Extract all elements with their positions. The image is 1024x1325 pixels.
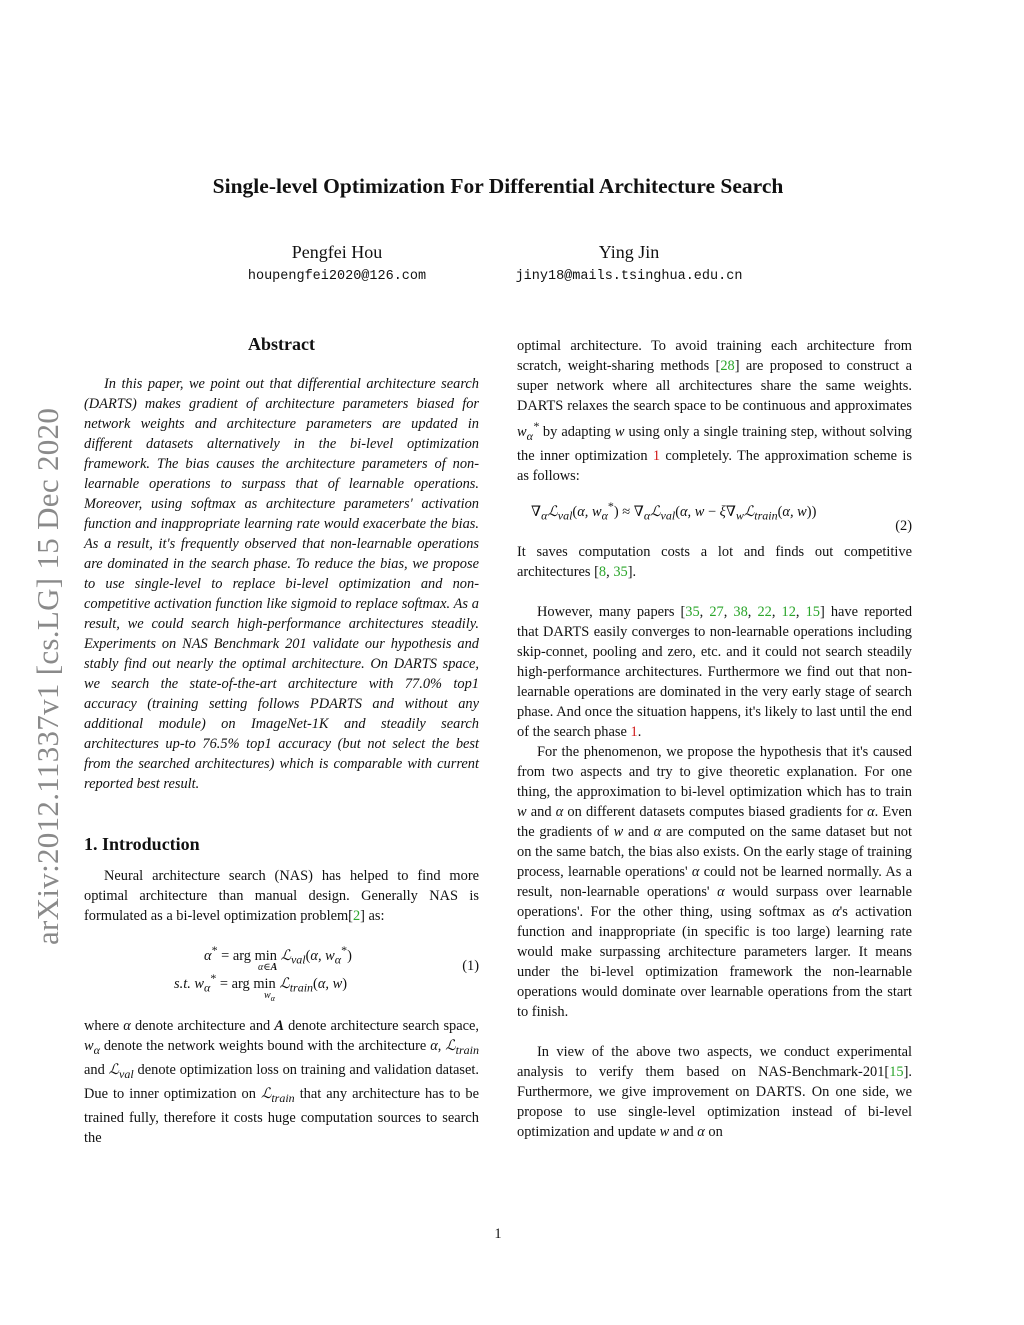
author-block-2: [495, 242, 763, 284]
citation-link[interactable]: 8: [598, 563, 607, 580]
citation-link[interactable]: 38: [733, 603, 748, 620]
citation-link[interactable]: 35: [685, 603, 700, 620]
right-paragraph-5: In view of the above two aspects, we conduct experimental analysis to verify them based on NAS-Benchmark-201[15]. Furthermore, we give improvement on DARTS. On one side, we propose to use single-level optimization instead of bi-level optimization and update w and α on: [517, 1043, 912, 1140]
citation-link[interactable]: 15: [805, 603, 820, 620]
page-number: 1: [494, 1226, 502, 1242]
equation-1-line-1: α* = arg min ℒ$_{val}$(α, $w_\alpha^*$): [204, 943, 352, 967]
paper-title: Single-level Optimization For Differential Architecture Search: [212, 174, 784, 198]
citation-link[interactable]: 2: [352, 908, 361, 924]
equation-reference-link[interactable]: 1: [630, 723, 638, 740]
right-paragraph-3: However, many papers [35, 27, 38, 22, 12, 15] have reported that DARTS easily converges to non-learnable operations including skip-connet, pooling and zero, etc. and it could not search steadily high-performance architectures. Furthermore we find out that non-learnable operations are dominated in the very early stage of search phase. And once the situation happens, it's likely to last until the end of the search phase 1.: [517, 603, 913, 740]
author-email[interactable]: houpengfei2020@126.com: [247, 269, 427, 284]
equation-1-line-2: s.t. $w_\alpha^*$ = arg min ℒ$_{train}$(α, w): [174, 971, 347, 995]
intro-paragraph-1: Neural architecture search (NAS) has helped to find more optimal architecture than manual design. Generally NAS is formulated as a bi-level optimization problem[2] as:: [84, 868, 479, 924]
right-column: [517, 336, 912, 1142]
citation-link[interactable]: 12: [781, 603, 796, 620]
right-paragraph-4: For the phenomenon, we propose the hypothesis that it's caused from two aspects and try to give theoretic explanation. For one thing, the approximation to bi-level optimization which has to train w and α on different datasets computes biased gradients for α. Even the gradients of w and α are computed on the same dataset but not on the same batch, the bias also exists. On the early stage of training process, learnable operations' α could not be learned normally. As a result, non-learnable operations' α would surpass over learnable operations'. For the other thing, using softmax as α's activation function and inappropriate (in specific is too large) learning rate would make surpassing architecture parameters larger. It means under the bi-level optimization framework the non-learnable operations would dominate over learnable operations from the start to finish.: [517, 743, 912, 1020]
citation-link[interactable]: 15: [889, 1063, 904, 1080]
author-block-1: [237, 242, 437, 284]
citation-link[interactable]: 28: [720, 358, 735, 374]
citation-link[interactable]: 27: [709, 603, 724, 620]
right-paragraph-1: optimal architecture. To avoid training each architecture from scratch, weight-sharing methods [28] are proposed to construct a super network where all architectures share the same weights. DARTS relaxes the search space to be continuous and approximates $w_\alpha^*$ by adapting w using only a single training step, without solving the inner optimization 1 completely. The approximation scheme is as follows:: [517, 338, 912, 484]
equation-2-line: $\nabla_\alpha ℒ_{val}(\alpha$, $w_\alpha^*$) ≈ $\nabla_\alpha ℒ_{val}(\alpha$, $w - \xi\nabla_wℒ_{train}(\alpha$, w)): [531, 498, 817, 523]
author-email[interactable]: jiny18@mails.tsinghua.edu.cn: [515, 269, 743, 284]
equation-number: (1): [462, 958, 479, 974]
equation-1: α* = arg min ℒ$_{val}$(α, $w_\alpha^*$) α∈A s.t. $w_\alpha^*$ = arg min ℒ$_{train}$(α, w) $w_\alpha$ (1): [84, 940, 479, 1004]
citation-link[interactable]: 35: [613, 563, 628, 580]
author-name: Ying Jin: [598, 242, 660, 262]
intro-paragraph-2: where α denote architecture and A denote architecture search space, $w_\alpha$ denote the network weights bound with the architecture α, ℒ$_{train}$ and ℒ$_{val}$ denote optimization loss on training and validation dataset. Due to inner optimization on ℒ$_{train}$ that any architecture has to be trained fully, therefore it costs huge computation sources to search the: [84, 1018, 479, 1146]
citation-link[interactable]: 22: [757, 603, 772, 620]
equation-number: (2): [895, 517, 912, 534]
abstract-text: In this paper, we point out that differential architecture search (DARTS) makes gradient of architecture parameters biased for network weights and architecture parameters are updated in different datasets alternatively in the bi-level optimization framework. The bias causes the architecture parameters of non-learnable operations to surpass that of learnable operations. Moreover, using softmax as architecture parameters' activation function and inappropriate learning rate would exacerbate the bias. As a result, it's frequently observed that non-learnable operations are dominated in the search phase. To reduce the bias, we propose to use single-level to replace bi-level optimization and non-competitive activation function like sigmoid to replace softmax. As a result, we could search high-performance architectures steadily. Experiments on NAS Benchmark 201 validate our hypothesis and stably find out nearly the optimal architecture. On DARTS space, we search the state-of-the-art architecture with 77.0% top1 accuracy (training setting follows PDARTS and without any additional module) on ImageNet-1K and steadily search architectures up-to 76.5% top1 accuracy (but not select the best from the searched architectures) which is comparable with current reported best result.: [84, 376, 479, 792]
abstract-heading: Abstract: [248, 334, 315, 354]
equation-reference-link[interactable]: 1: [652, 447, 661, 464]
equation-2: [517, 496, 912, 542]
left-column: [84, 334, 479, 1148]
right-paragraph-2: It saves computation costs a lot and finds out competitive architectures [8, 35].: [517, 543, 912, 580]
section-heading-introduction: 1. Introduction: [84, 834, 200, 854]
author-name: Pengfei Hou: [291, 242, 383, 262]
arxiv-identifier: arXiv:2012.11337v1 [cs.LG] 15 Dec 2020: [30, 407, 65, 945]
